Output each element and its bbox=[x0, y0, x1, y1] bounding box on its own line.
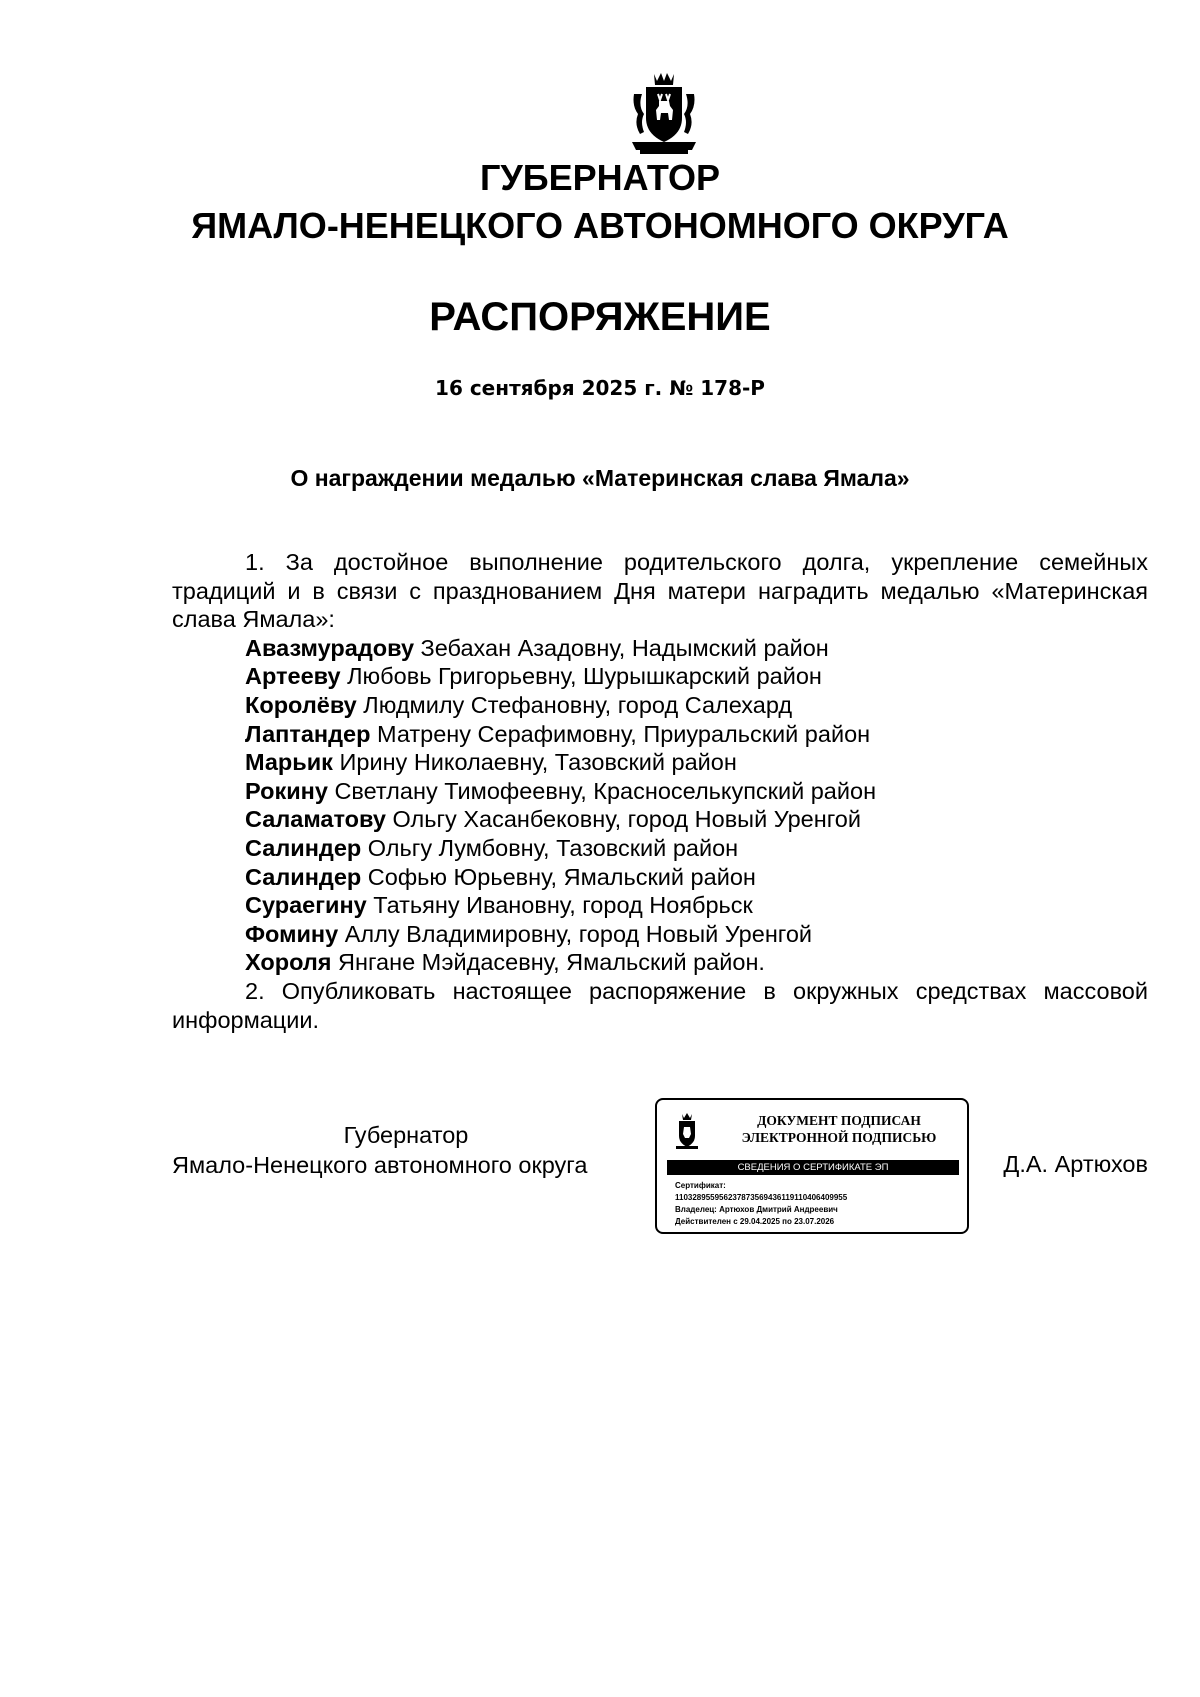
recipient-surname: Рокину bbox=[245, 777, 328, 804]
recipient-surname: Королёву bbox=[245, 691, 357, 718]
signatory-region: Ямало-Ненецкого автономного округа bbox=[172, 1152, 588, 1178]
certificate-validity: Действителен с 29.04.2025 по 23.07.2026 bbox=[675, 1217, 835, 1226]
recipient-item bbox=[172, 920, 1148, 949]
stamp-title-line1: ДОКУМЕНТ ПОДПИСАН bbox=[757, 1113, 921, 1128]
signatory-title: Губернатор bbox=[343, 1122, 469, 1148]
recipient-surname: Марьик bbox=[245, 749, 333, 776]
recipient-details: Татьяну Ивановну, город Ноябрьск bbox=[366, 892, 753, 919]
recipient-item bbox=[172, 634, 1148, 663]
yamal-coat-of-arms-icon bbox=[673, 1112, 701, 1150]
signatory-name: Д.А. Артюхов bbox=[1003, 1151, 1148, 1177]
recipient-surname: Салиндер bbox=[245, 863, 362, 890]
document-date-number: 16 сентября 2025 г. № 178-Р bbox=[435, 376, 765, 400]
recipient-item bbox=[172, 691, 1148, 720]
recipient-item bbox=[172, 948, 1148, 977]
recipient-details: Зебахан Азадовну, Надымский район bbox=[414, 634, 829, 661]
recipient-surname: Артееву bbox=[245, 663, 341, 690]
recipient-surname: Салиндер bbox=[245, 834, 362, 861]
paragraph-2: 2. Опубликовать настоящее распоряжение в окружных средствах массовой информации. bbox=[172, 977, 1148, 1033]
recipient-item bbox=[172, 748, 1148, 777]
recipient-details: Ирину Николаевну, Тазовский район bbox=[332, 749, 737, 776]
document-type: РАСПОРЯЖЕНИЕ bbox=[429, 295, 771, 339]
recipient-surname: Хороля bbox=[245, 949, 332, 976]
issuer-title: ГУБЕРНАТОР bbox=[479, 157, 720, 198]
recipient-details: Ольгу Хасанбековну, город Новый Уренгой bbox=[385, 806, 861, 833]
recipient-details: Аллу Владимировну, город Новый Уренгой bbox=[338, 920, 813, 947]
paragraph-1: 1. За достойное выполнение родительского долга, укрепление семейных традиций и в связи с празднованием Дня матери наградить медалью «Материнская слава Ямала»: bbox=[172, 549, 1148, 633]
certificate-details bbox=[675, 1180, 965, 1228]
recipient-surname: Сураегину bbox=[245, 892, 367, 919]
stamp-title-line2: ЭЛЕКТРОННОЙ ПОДПИСЬЮ bbox=[741, 1130, 937, 1145]
stamp-title bbox=[721, 1112, 957, 1146]
recipient-surname: Фомину bbox=[245, 920, 339, 947]
certificate-number: 110328955956237873569436119110406409955 bbox=[675, 1193, 848, 1202]
recipient-surname: Лаптандер bbox=[245, 720, 371, 747]
recipient-details: Людмилу Стефановну, город Салехард bbox=[356, 691, 793, 718]
recipient-item bbox=[172, 863, 1148, 892]
recipient-item bbox=[172, 891, 1148, 920]
recipient-details: Янгане Мэйдасевну, Ямальский район. bbox=[331, 949, 765, 976]
document-body bbox=[172, 548, 1148, 1034]
document-subject: О награждении медалью «Материнская слава Ямала» bbox=[290, 465, 910, 491]
recipient-surname: Авазмурадову bbox=[245, 634, 415, 661]
recipient-details: Софью Юрьевну, Ямальский район bbox=[361, 863, 756, 890]
recipient-details: Ольгу Лумбовну, Тазовский район bbox=[361, 834, 739, 861]
recipient-item bbox=[172, 720, 1148, 749]
recipient-item bbox=[172, 777, 1148, 806]
recipients-list bbox=[172, 634, 1148, 977]
yamal-coat-of-arms-icon bbox=[626, 70, 702, 156]
issuer-region: ЯМАЛО-НЕНЕЦКОГО АВТОНОМНОГО ОКРУГА bbox=[191, 205, 1009, 246]
certificate-label: Сертификат: bbox=[675, 1181, 726, 1190]
electronic-signature-stamp bbox=[655, 1098, 969, 1234]
recipient-item bbox=[172, 805, 1148, 834]
recipient-details: Светлану Тимофеевну, Красноселькупский район bbox=[327, 777, 877, 804]
recipient-surname: Саламатову bbox=[245, 806, 386, 833]
certificate-info-bar: СВЕДЕНИЯ О СЕРТИФИКАТЕ ЭП bbox=[667, 1160, 959, 1175]
recipient-details: Матрену Серафимовну, Приуральский район bbox=[370, 720, 871, 747]
recipient-details: Любовь Григорьевну, Шурышкарский район bbox=[340, 663, 822, 690]
recipient-item bbox=[172, 662, 1148, 691]
signatory-position bbox=[172, 1120, 640, 1180]
certificate-owner: Владелец: Артюхов Дмитрий Андреевич bbox=[675, 1205, 838, 1214]
recipient-item bbox=[172, 834, 1148, 863]
